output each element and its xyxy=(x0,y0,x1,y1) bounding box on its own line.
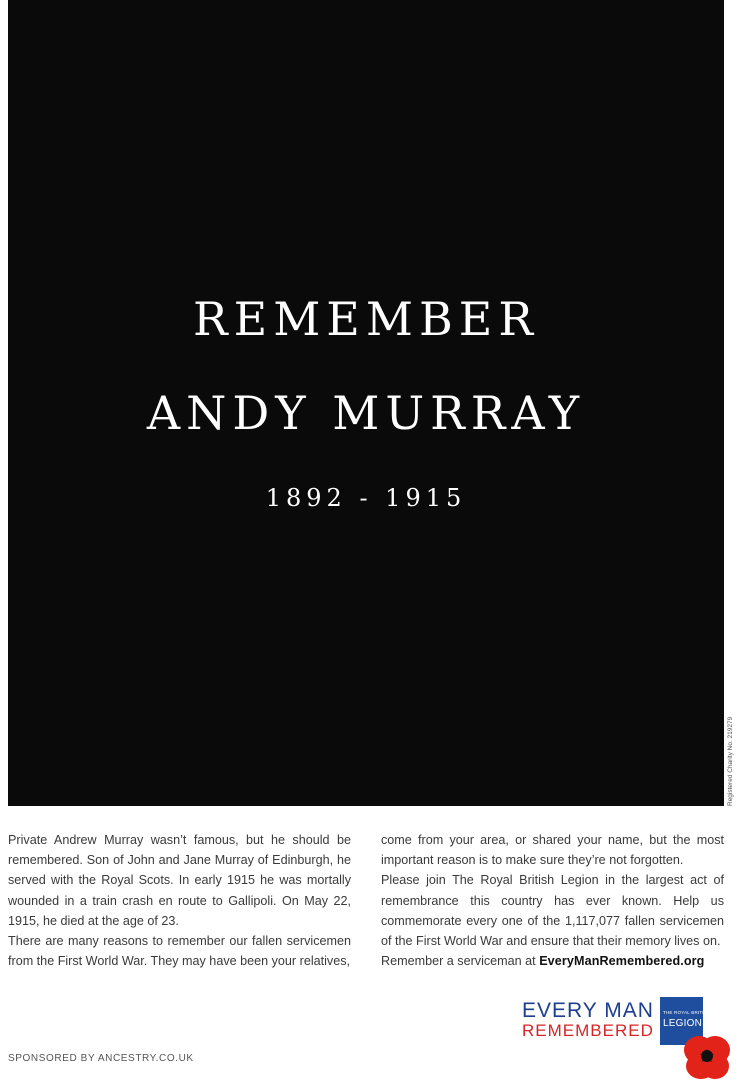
memorial-panel xyxy=(8,0,724,806)
body-paragraph: come from your area, or shared your name, but the most important reason is to make sure they’re not forgotten. xyxy=(381,833,724,868)
body-paragraph: Please join The Royal British Legion in the largest act of remembrance this country has ever known. Help us commemorate every one of the 1,117,077 fallen servicemen of the First World War and ensure that their memory lives on. xyxy=(381,873,724,949)
cta-link[interactable]: EveryManRemembered.org xyxy=(539,954,705,969)
cta-prefix: Remember a serviceman at xyxy=(381,954,540,969)
body-paragraph: Private Andrew Murray wasn’t famous, but he should be remembered. Son of John and Jane Murray of Edinburgh, he served with the Royal Scots. In early 1915 he was mortally wounded in a train crash en route to Gallipoli. On May 22, 1915, he died at the age of 23. xyxy=(8,833,351,928)
legion-logo-text: LEGION xyxy=(663,1018,702,1029)
body-column-right xyxy=(381,830,724,971)
headline-years: 1892 - 1915 xyxy=(265,484,467,512)
charity-number: Registered Charity No. 219279 xyxy=(727,716,734,806)
body-paragraph: There are many reasons to remember our fallen servicemen from the First World War. They may have been your relatives, xyxy=(8,934,351,969)
logo-line-remembered: REMEMBERED xyxy=(522,1021,654,1040)
headline-remember: REMEMBER xyxy=(192,292,539,346)
logo-line-every-man: EVERY MAN xyxy=(522,999,654,1022)
body-column-left xyxy=(8,830,351,971)
legion-logo-small-text: THE ROYAL BRITISH xyxy=(663,1010,711,1015)
poppy-icon xyxy=(683,1030,731,1080)
headline-name: ANDY MURRAY xyxy=(146,386,586,440)
sponsor-line: SPONSORED BY ANCESTRY.CO.UK xyxy=(8,1053,194,1064)
call-to-action xyxy=(381,951,724,971)
